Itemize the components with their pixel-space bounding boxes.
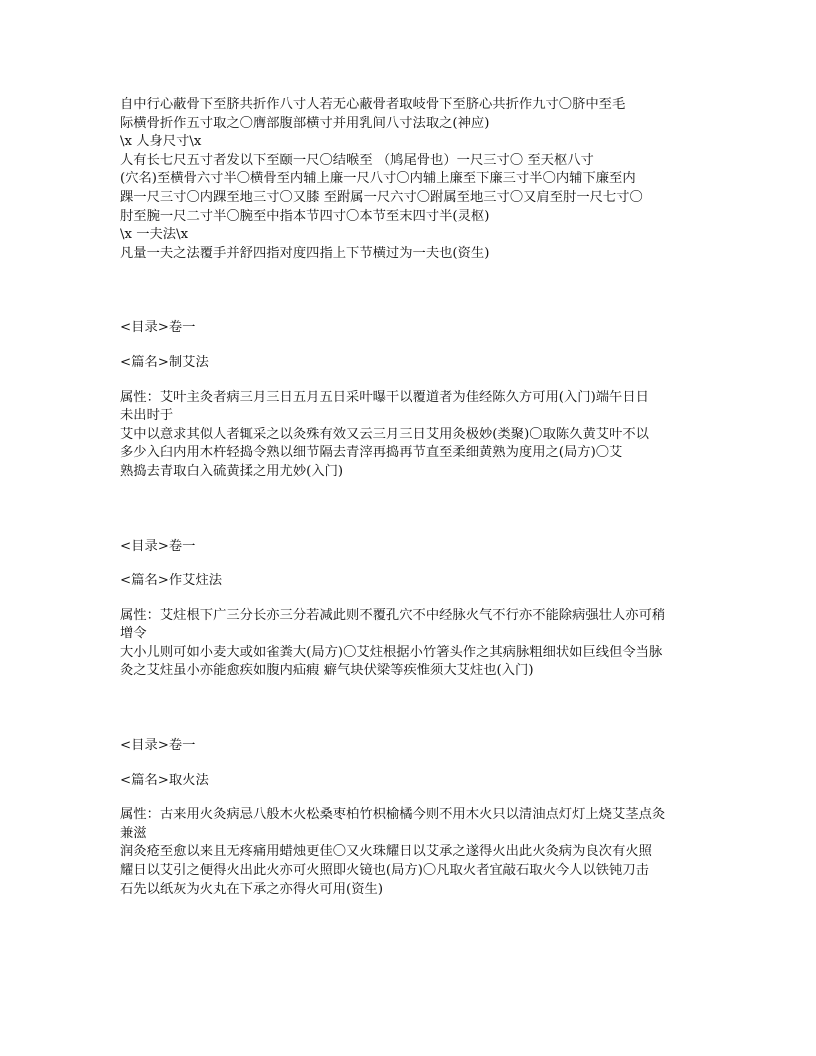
body-line: 润灸疮至愈以来且无疼痛用蜡烛更佳〇又火珠耀日以艾承之遂得火出此火灸病为良次有火照 [120, 844, 652, 860]
text-line: 踝一尺三寸〇内踝至地三寸〇又膝 至跗属一尺六寸〇跗属至地三寸〇又肩至肘一尺七寸〇 [120, 189, 643, 205]
subheading-line: \x 一夫法\x [120, 227, 189, 243]
body-line: 属性：艾炷根下广三分长亦三分若减此则不覆孔穴不中经脉火气不行亦不能除病强壮人亦可稍 [120, 607, 666, 623]
chapter-title: <篇名>制艾法 [120, 354, 209, 370]
body-line: 增令 [120, 626, 147, 642]
body-line: 艾中以意求其似人者辄采之以灸殊有效又云三月三日艾用灸极妙(类聚)〇取陈久黄艾叶不以 [120, 426, 649, 442]
document-page [120, 96, 720, 899]
text-line: 凡量一夫之法覆手并舒四指对度四指上下节横过为一夫也(资生) [120, 245, 490, 261]
body-line: 属性：古来用火灸病忌八般木火松桑枣柏竹枳榆橘今则不用木火只以清油点灯灯上烧艾茎点灸 [120, 807, 666, 823]
chapter-title: <篇名>作艾炷法 [120, 573, 223, 589]
body-line: 属性：艾叶主灸者病三月三日五月五日采叶曝干以覆道者为佳经陈久方可用(入门)端午日日 [120, 389, 649, 405]
text-line: 肘至腕一尺二寸半〇腕至中指本节四寸〇本节至末四寸半(灵枢) [120, 208, 490, 224]
section-zhi-ai-fa [120, 319, 720, 481]
chapter-title: <篇名>取火法 [120, 772, 209, 788]
intro-block [120, 96, 720, 263]
text-line: 自中行心蔽骨下至脐共折作八寸人若无心蔽骨者取岐骨下至脐心共折作九寸〇脐中至毛 [120, 97, 626, 112]
body-line: 大小儿则可如小麦大或如雀粪大(局方)〇艾炷根据小竹箸头作之其病脉粗细状如巨线但令当脉 [120, 644, 663, 660]
body-line: 灸之艾炷虽小亦能愈疾如腹内疝瘕 癖气块伏梁等疾惟须大艾炷也(入门) [120, 663, 534, 679]
body-line: 未出时于 [120, 408, 174, 424]
catalog-label: <目录>卷一 [120, 738, 196, 754]
body-line: 熟捣去青取白入硫黄揉之用尤妙(入门) [120, 463, 344, 479]
body-line: 石先以纸灰为火丸在下承之亦得火可用(资生) [120, 881, 384, 897]
catalog-label: <目录>卷一 [120, 320, 196, 336]
text-line: 际横骨折作五寸取之〇膺部腹部横寸并用乳间八寸法取之(神应) [120, 115, 490, 131]
body-line: 多少入臼内用木杵轻捣令熟以细节隔去青滓再捣再节直至柔细黄熟为度用之(局方)〇艾 [120, 445, 623, 461]
section-qu-huo-fa [120, 737, 720, 899]
catalog-label: <目录>卷一 [120, 538, 196, 554]
text-line: (穴名)至横骨六寸半〇横骨至内辅上廉一尺八寸〇内辅上廉至下廉三寸半〇内辅下廉至内 [120, 171, 636, 187]
text-line: 人有长七尺五寸者发以下至颐一尺〇结喉至 （鸠尾骨也）一尺三寸〇 至天枢八寸 [120, 152, 594, 168]
section-zuo-ai-zhu-fa [120, 538, 720, 682]
body-line: 兼滋 [120, 825, 147, 841]
body-line: 耀日以艾引之便得火出此火亦可火照即火镜也(局方)〇凡取火者宜敲石取火今人以铁钝刀击 [120, 863, 649, 879]
subheading-line: \x 人身尺寸\x [120, 134, 202, 150]
